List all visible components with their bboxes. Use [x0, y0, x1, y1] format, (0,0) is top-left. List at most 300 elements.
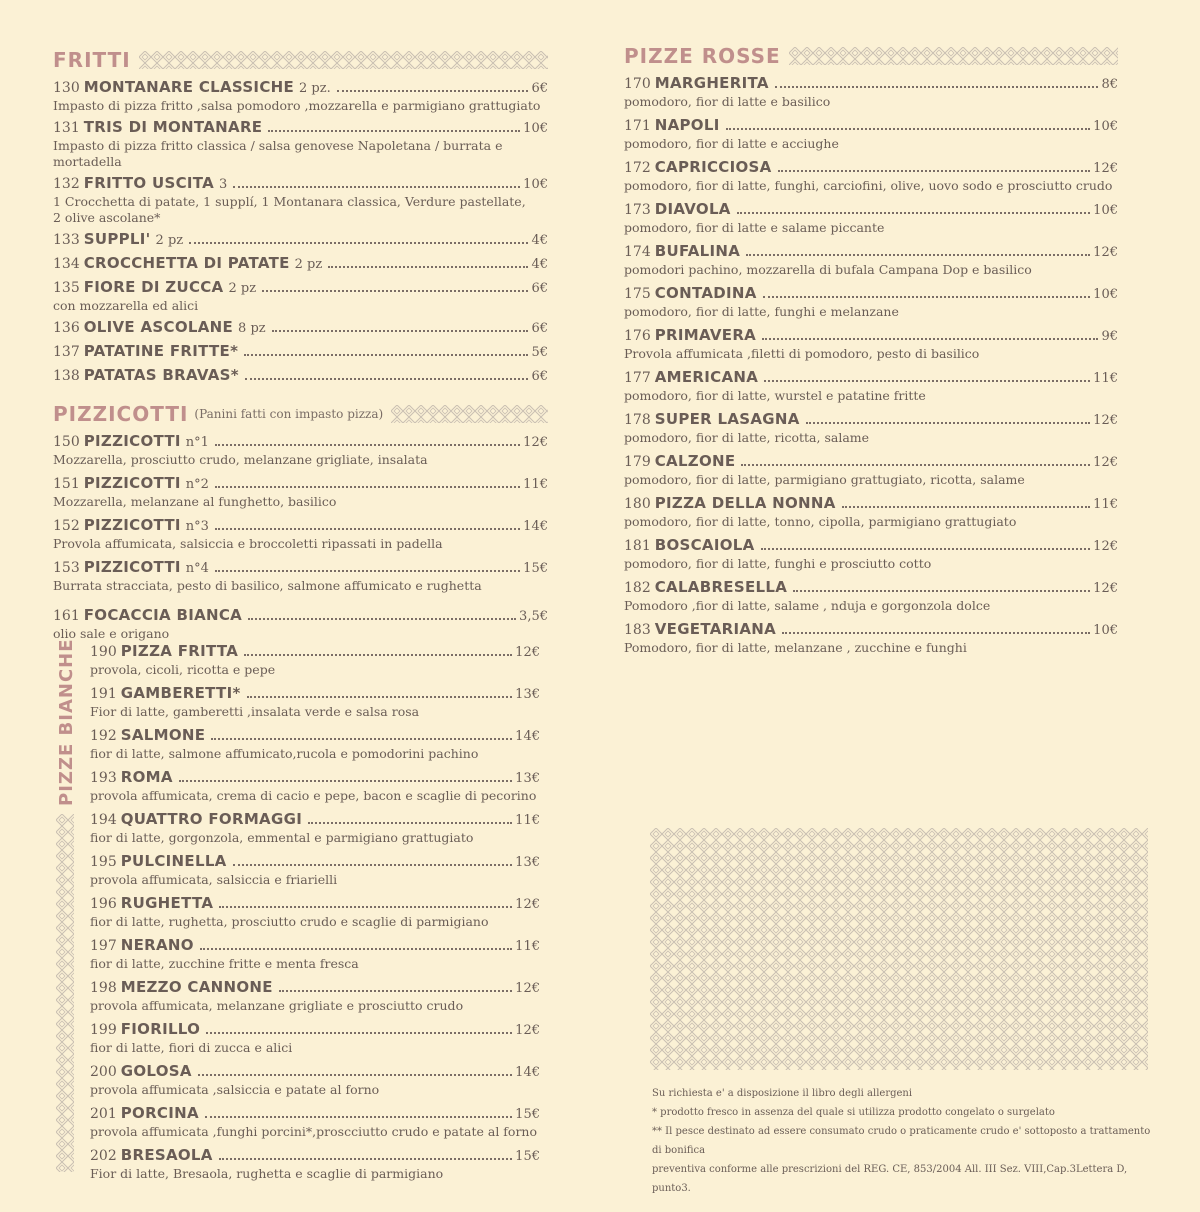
bianche-title: PIZZE BIANCHE	[56, 638, 77, 806]
item-price: 3,5€	[519, 609, 548, 624]
item-description: provola affumicata, melanzane grigliate e prosciutto crudo	[90, 998, 464, 1013]
item-name: CROCCHETTA DI PATATE	[83, 254, 290, 272]
zigzag-pattern-decoration	[139, 51, 548, 69]
item-number: 150	[53, 434, 80, 450]
item-description: Mozzarella, melanzane al funghetto, basilico	[53, 494, 337, 509]
item-name: ROMA	[120, 768, 173, 786]
item-name: QUATTRO FORMAGGI	[120, 810, 303, 828]
item-number: 201	[90, 1106, 117, 1122]
item-name: CALZONE	[654, 452, 736, 470]
menu-item-line	[53, 278, 548, 298]
menu-item	[624, 74, 1118, 110]
dot-leader	[219, 1158, 512, 1160]
item-quantity: 3	[219, 177, 228, 192]
item-number: 153	[53, 560, 80, 576]
item-description: provola affumicata, crema di cacio e pepe, bacon e scaglie di pecorino	[90, 788, 537, 803]
menu-item-line	[90, 726, 540, 746]
menu-item	[624, 410, 1118, 446]
item-description: pomodoro, fior di latte, parmigiano grattugiato, ricotta, salame	[624, 472, 1025, 487]
item-number: 178	[624, 412, 651, 428]
item-description: olio sale e origano	[53, 626, 170, 641]
item-description: pomodoro, fior di latte, wurstel e patatine fritte	[624, 388, 926, 403]
menu-item	[624, 536, 1118, 572]
item-price: 13€	[515, 855, 540, 870]
item-name: NAPOLI	[654, 116, 720, 134]
rosse-list	[624, 74, 1118, 656]
item-number: 200	[90, 1064, 117, 1080]
item-number: 194	[90, 812, 117, 828]
item-description: pomodoro, fior di latte e salame piccante	[624, 220, 885, 235]
focaccia-item	[53, 606, 548, 642]
dot-leader	[726, 128, 1091, 130]
item-name: FIORILLO	[120, 1020, 201, 1038]
item-name: BOSCAIOLA	[654, 536, 755, 554]
dot-leader	[762, 338, 1098, 340]
item-number: 182	[624, 580, 651, 596]
item-number: 134	[53, 256, 80, 272]
item-description: pomodori pachino, mozzarella di bufala Campana Dop e basilico	[624, 262, 1032, 277]
item-name: MEZZO CANNONE	[120, 978, 273, 996]
item-name: CALABRESELLA	[654, 578, 788, 596]
menu-item-line	[624, 536, 1118, 556]
item-name: GAMBERETTI*	[120, 684, 241, 702]
item-name: FRITTO USCITA	[83, 174, 215, 192]
fritti-list	[53, 78, 548, 386]
item-number: 180	[624, 496, 651, 512]
item-number: 136	[53, 320, 80, 336]
item-quantity: 2 pz.	[299, 81, 331, 96]
menu-item-line	[624, 326, 1118, 346]
item-name: CONTADINA	[654, 284, 757, 302]
menu-item-line	[624, 242, 1118, 262]
item-number: 183	[624, 622, 651, 638]
dot-leader	[219, 906, 512, 908]
right-column	[624, 42, 1118, 662]
item-quantity: 2 pz	[228, 281, 257, 296]
menu-item-line	[90, 978, 540, 998]
item-number: 181	[624, 538, 651, 554]
item-price: 11€	[515, 813, 540, 828]
menu-item	[624, 116, 1118, 152]
dot-leader	[268, 130, 520, 132]
menu-item-line	[90, 768, 540, 788]
item-price: 10€	[1093, 287, 1118, 302]
bianche-column	[90, 642, 540, 1188]
menu-item	[90, 1146, 540, 1182]
menu-item	[624, 494, 1118, 530]
dot-leader	[233, 186, 520, 188]
item-description: provola affumicata, salsiccia e friarielli	[90, 872, 338, 887]
item-price: 14€	[523, 519, 548, 534]
zigzag-pattern-decoration	[391, 405, 548, 423]
item-description: Mozzarella, prosciutto crudo, melanzane grigliate, insalata	[53, 452, 428, 467]
menu-item-line	[90, 642, 540, 662]
menu-item	[53, 278, 548, 314]
allergen-note: Su richiesta e' a disposizione il libro degli allergeni	[652, 1088, 913, 1099]
item-name: SUPER LASAGNA	[654, 410, 800, 428]
item-number: 175	[624, 286, 651, 302]
dot-leader	[215, 486, 520, 488]
item-description: pomodoro, fior di latte e basilico	[624, 94, 831, 109]
item-number: 171	[624, 118, 651, 134]
item-name: PIZZICOTTI	[83, 432, 181, 450]
menu-item-line	[90, 684, 540, 704]
item-description: 1 Crocchetta di patate, 1 supplí, 1 Montanara classica, Verdure pastellate,	[53, 194, 526, 209]
item-price: 12€	[515, 981, 540, 996]
item-number: 196	[90, 896, 117, 912]
fritti-title: FRITTI	[53, 48, 131, 72]
item-description: pomodoro, fior di latte, tonno, cipolla, parmigiano grattugiato	[624, 514, 1017, 529]
menu-item	[53, 366, 548, 386]
dot-leader	[248, 618, 516, 620]
item-price: 10€	[523, 121, 548, 136]
item-description: Provola affumicata ,filetti di pomodoro, pesto di basilico	[624, 346, 980, 361]
item-description: Burrata stracciata, pesto di basilico, salmone affumicato e rughetta	[53, 578, 482, 593]
item-price: 6€	[531, 369, 548, 384]
menu-item-line	[53, 318, 548, 338]
dot-leader	[337, 90, 529, 92]
item-number: 195	[90, 854, 117, 870]
item-name: FIORE DI ZUCCA	[83, 278, 224, 296]
item-number: 176	[624, 328, 651, 344]
bianche-list	[90, 642, 540, 1182]
item-description: pomodoro, fior di latte, ricotta, salame	[624, 430, 870, 445]
item-description: pomodoro, fior di latte, funghi e prosciutto cotto	[624, 556, 932, 571]
item-name: MARGHERITA	[654, 74, 769, 92]
item-name: RUGHETTA	[120, 894, 214, 912]
pizzicotti-subtitle: (Panini fatti con impasto pizza)	[194, 407, 384, 421]
dot-leader	[272, 330, 529, 332]
dot-leader	[741, 464, 1090, 466]
menu-item	[53, 174, 548, 226]
dot-leader	[215, 570, 520, 572]
item-name: OLIVE ASCOLANE	[83, 318, 234, 336]
rosse-title: PIZZE ROSSE	[624, 44, 781, 68]
item-description: Impasto di pizza fritto ,salsa pomodoro ,mozzarella e parmigiano grattugiato	[53, 98, 541, 113]
menu-item	[90, 1062, 540, 1098]
menu-item	[624, 368, 1118, 404]
menu-item	[624, 326, 1118, 362]
item-price: 12€	[1093, 161, 1118, 176]
dot-leader	[198, 1074, 512, 1076]
menu-item-line	[53, 516, 548, 536]
item-number: 152	[53, 518, 80, 534]
menu-item-line	[624, 410, 1118, 430]
menu-item-line	[53, 230, 548, 250]
menu-item	[90, 894, 540, 930]
item-description: fior di latte, gorgonzola, emmental e parmigiano grattugiato	[90, 830, 474, 845]
item-description: Pomodoro, fior di latte, melanzane , zucchine e funghi	[624, 640, 967, 655]
fish-note: ** Il pesce destinato ad essere consumato crudo o praticamente crudo e' sottoposto a trattamento di bonifica	[652, 1126, 1151, 1156]
zigzag-pattern-decoration	[789, 47, 1118, 65]
menu-item	[90, 642, 540, 678]
item-price: 12€	[523, 435, 548, 450]
dot-leader	[806, 422, 1090, 424]
item-price: 14€	[515, 729, 540, 744]
item-description: provola affumicata ,funghi porcini*,proscciutto crudo e patate al forno	[90, 1124, 538, 1139]
item-quantity: 2 pz	[155, 233, 184, 248]
dot-leader	[245, 378, 529, 380]
item-number: 172	[624, 160, 651, 176]
item-description: Provola affumicata, salsiccia e broccoletti ripassati in padella	[53, 536, 443, 551]
menu-item-line	[53, 366, 548, 386]
pizzicotti-list	[53, 432, 548, 594]
menu-item-line	[53, 558, 548, 578]
item-name: PULCINELLA	[120, 852, 227, 870]
menu-item-line	[624, 284, 1118, 304]
item-price: 6€	[531, 281, 548, 296]
left-column	[53, 46, 548, 646]
menu-item	[90, 726, 540, 762]
item-price: 5€	[531, 345, 548, 360]
menu-item-line	[90, 1146, 540, 1166]
menu-item	[624, 284, 1118, 320]
menu-item	[624, 620, 1118, 656]
dot-leader	[244, 654, 512, 656]
item-description: fior di latte, rughetta, prosciutto crudo e scaglie di parmigiano	[90, 914, 489, 929]
item-name: FOCACCIA BIANCA	[83, 606, 243, 624]
item-description: Pomodoro ,fior di latte, salame , nduja e gorgonzola dolce	[624, 598, 991, 613]
item-number: 161	[53, 608, 80, 624]
item-number: 179	[624, 454, 651, 470]
item-name: MONTANARE CLASSICHE	[83, 78, 295, 96]
pizzicotti-title: PIZZICOTTI	[53, 402, 189, 426]
item-description: pomodoro, fior di latte, funghi e melanzane	[624, 304, 899, 319]
dot-leader	[244, 354, 528, 356]
menu-item	[53, 516, 548, 552]
dot-leader	[842, 506, 1091, 508]
menu-item	[624, 200, 1118, 236]
item-price: 10€	[1093, 119, 1118, 134]
item-name: PATATINE FRITTE*	[83, 342, 239, 360]
item-quantity: n°4	[185, 561, 209, 576]
menu-item-line	[624, 158, 1118, 178]
item-description: pomodoro, fior di latte e acciughe	[624, 136, 839, 151]
item-description: pomodoro, fior di latte, funghi, carciofini, olive, uovo sodo e prosciutto crudo	[624, 178, 1113, 193]
item-description: provola affumicata ,salsiccia e patate al forno	[90, 1082, 380, 1097]
menu-item-line	[90, 1104, 540, 1124]
dot-leader	[279, 990, 512, 992]
dot-leader	[761, 548, 1091, 550]
item-number: 177	[624, 370, 651, 386]
menu-item-line	[53, 78, 548, 98]
item-price: 12€	[1093, 245, 1118, 260]
item-price: 9€	[1101, 329, 1118, 344]
menu-item-line	[53, 606, 548, 626]
menu-item-line	[624, 368, 1118, 388]
item-quantity: n°1	[185, 435, 209, 450]
menu-item-line	[53, 474, 548, 494]
menu-item	[624, 578, 1118, 614]
item-price: 11€	[1093, 497, 1118, 512]
menu-item-line	[624, 74, 1118, 94]
item-name: PATATAS BRAVAS*	[83, 366, 239, 384]
menu-item	[90, 1104, 540, 1140]
menu-notes	[652, 1084, 1152, 1198]
dot-leader	[746, 254, 1090, 256]
item-price: 12€	[1093, 539, 1118, 554]
item-number: 170	[624, 76, 651, 92]
item-number: 199	[90, 1022, 117, 1038]
item-price: 12€	[1093, 413, 1118, 428]
dot-leader	[205, 1116, 512, 1118]
item-number: 198	[90, 980, 117, 996]
menu-item	[624, 242, 1118, 278]
frozen-note: * prodotto fresco in assenza del quale si utilizza prodotto congelato o surgelato	[652, 1107, 1055, 1118]
item-name: PIZZA FRITTA	[120, 642, 239, 660]
menu-item	[90, 852, 540, 888]
menu-item-line	[53, 432, 548, 452]
item-price: 6€	[531, 321, 548, 336]
item-description: con mozzarella ed alici	[53, 298, 199, 313]
menu-item	[90, 684, 540, 720]
menu-item	[90, 1020, 540, 1056]
item-description: fior di latte, salmone affumicato,rucola e pomodorini pachino	[90, 746, 479, 761]
fritti-header	[53, 46, 548, 74]
item-price: 8€	[1101, 77, 1118, 92]
item-price: 12€	[515, 897, 540, 912]
dot-leader	[262, 290, 528, 292]
item-name: DIAVOLA	[654, 200, 731, 218]
item-number: 131	[53, 120, 80, 136]
item-price: 15€	[515, 1107, 540, 1122]
item-number: 133	[53, 232, 80, 248]
menu-item-line	[53, 174, 548, 194]
item-number: 197	[90, 938, 117, 954]
dot-leader	[775, 86, 1099, 88]
menu-item-line	[624, 116, 1118, 136]
menu-item-line	[90, 894, 540, 914]
menu-item	[53, 342, 548, 362]
item-price: 10€	[523, 177, 548, 192]
item-quantity: n°3	[185, 519, 209, 534]
item-price: 15€	[515, 1149, 540, 1164]
item-price: 6€	[531, 81, 548, 96]
item-number: 138	[53, 368, 80, 384]
dot-leader	[763, 296, 1091, 298]
item-price: 12€	[1093, 581, 1118, 596]
menu-item	[90, 936, 540, 972]
item-price: 12€	[515, 1023, 540, 1038]
item-price: 13€	[515, 771, 540, 786]
item-price: 15€	[523, 561, 548, 576]
item-description: 2 olive ascolane*	[53, 210, 161, 225]
item-name: AMERICANA	[654, 368, 759, 386]
item-number: 202	[90, 1148, 117, 1164]
item-number: 173	[624, 202, 651, 218]
item-description: provola, cicoli, ricotta e pepe	[90, 662, 276, 677]
item-name: GOLOSA	[120, 1062, 192, 1080]
menu-item	[624, 158, 1118, 194]
item-name: PIZZICOTTI	[83, 558, 181, 576]
item-price: 10€	[1093, 623, 1118, 638]
item-price: 13€	[515, 687, 540, 702]
menu-item	[53, 606, 548, 642]
menu-item	[53, 78, 548, 114]
item-description: Fior di latte, Bresaola, rughetta e scaglie di parmigiano	[90, 1166, 444, 1181]
item-price: 10€	[1093, 203, 1118, 218]
dot-leader	[211, 738, 512, 740]
pizzicotti-header	[53, 400, 548, 428]
item-price: 4€	[531, 257, 548, 272]
dot-leader	[233, 864, 513, 866]
item-description: fior di latte, zucchine fritte e menta fresca	[90, 956, 359, 971]
item-price: 12€	[1093, 455, 1118, 470]
menu-item-line	[624, 452, 1118, 472]
menu-item-line	[624, 620, 1118, 640]
item-name: PRIMAVERA	[654, 326, 757, 344]
item-price: 11€	[1093, 371, 1118, 386]
item-name: CAPRICCIOSA	[654, 158, 772, 176]
dot-leader	[189, 242, 528, 244]
dot-leader	[179, 780, 512, 782]
item-description: fior di latte, fiori di zucca e alici	[90, 1040, 293, 1055]
item-name: BUFALINA	[654, 242, 741, 260]
menu-item	[90, 978, 540, 1014]
rosse-header	[624, 42, 1118, 70]
item-quantity: 2 pz	[294, 257, 323, 272]
item-name: PORCINA	[120, 1104, 199, 1122]
dot-leader	[328, 266, 528, 268]
item-number: 130	[53, 80, 80, 96]
dot-leader	[737, 212, 1090, 214]
menu-item-line	[53, 342, 548, 362]
menu-item	[53, 230, 548, 250]
item-price: 14€	[515, 1065, 540, 1080]
item-price: 4€	[531, 233, 548, 248]
item-number: 193	[90, 770, 117, 786]
item-price: 11€	[515, 939, 540, 954]
item-number: 192	[90, 728, 117, 744]
menu-item-line	[624, 494, 1118, 514]
dot-leader	[793, 590, 1090, 592]
dot-leader	[215, 444, 520, 446]
menu-item-line	[53, 254, 548, 274]
item-name: PIZZICOTTI	[83, 516, 181, 534]
menu-item	[53, 474, 548, 510]
menu-item-line	[90, 852, 540, 872]
item-number: 151	[53, 476, 80, 492]
item-name: SUPPLI'	[83, 230, 151, 248]
item-price: 11€	[523, 477, 548, 492]
item-number: 174	[624, 244, 651, 260]
menu-item-line	[90, 1020, 540, 1040]
dot-leader	[247, 696, 513, 698]
dot-leader	[782, 632, 1090, 634]
menu-item	[53, 432, 548, 468]
menu-item-line	[90, 936, 540, 956]
item-number: 137	[53, 344, 80, 360]
fish-note-regulation: preventiva conforme alle prescrizioni del REG. CE, 853/2004 All. III Sez. VIII,Cap.3Lettera D, punto3.	[652, 1164, 1128, 1194]
item-number: 190	[90, 644, 117, 660]
item-number: 135	[53, 280, 80, 296]
menu-item	[624, 452, 1118, 488]
zigzag-pattern-block	[650, 828, 1148, 1070]
menu-item	[90, 810, 540, 846]
item-name: NERANO	[120, 936, 194, 954]
dot-leader	[215, 528, 520, 530]
menu-item	[53, 558, 548, 594]
dot-leader	[206, 1032, 512, 1034]
item-name: PIZZICOTTI	[83, 474, 181, 492]
item-name: TRIS DI MONTANARE	[83, 118, 263, 136]
item-name: SALMONE	[120, 726, 206, 744]
dot-leader	[778, 170, 1091, 172]
menu-item-line	[90, 1062, 540, 1082]
item-quantity: n°2	[185, 477, 209, 492]
menu-item	[53, 254, 548, 274]
menu-item	[53, 318, 548, 338]
